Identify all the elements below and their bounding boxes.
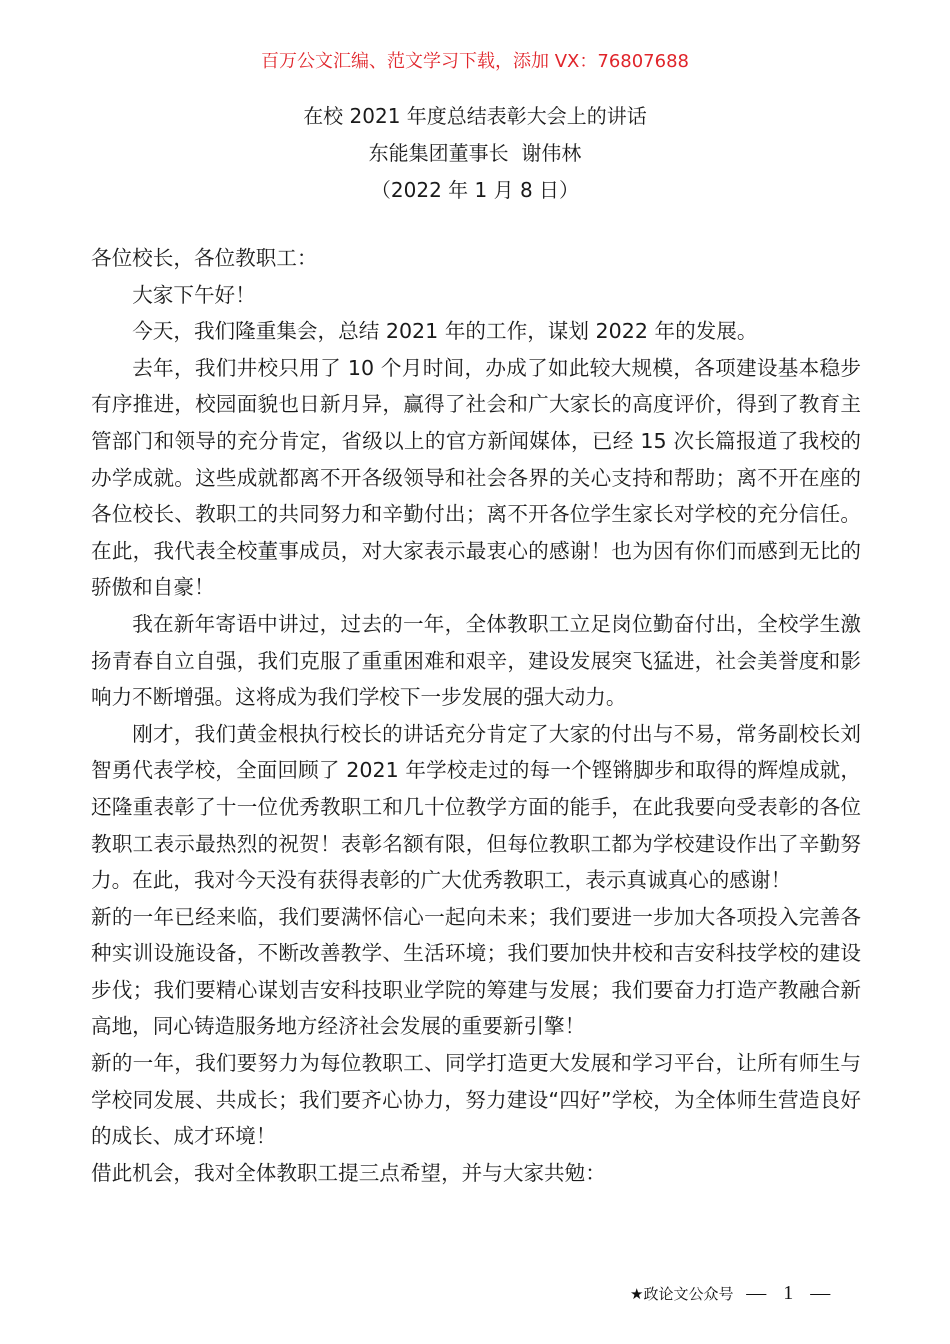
paragraph: 新的一年已经来临，我们要满怀信心一起向未来；我们要进一步加大各项投入完善各种实训设施设备，不断改善教学、生活环境；我们要加快井校和吉安科技学校的建设步伐；我们要精心谋划吉安科技职业学院的筹建与发展；我们要奋力打造产教融合新高地，同心铸造服务地方经济社会发展的重要新引擎！	[91, 904, 861, 1039]
paragraph: 借此机会，我对全体教职工提三点希望，并与大家共勉：	[91, 1160, 606, 1185]
document-header	[0, 98, 950, 209]
footer-source: ★政论文公众号	[630, 1285, 734, 1303]
page-footer	[630, 1282, 836, 1305]
speech-date: （2022 年 1 月 8 日）	[370, 178, 580, 202]
document-title: 在校 2021 年度总结表彰大会上的讲话	[303, 104, 647, 128]
paragraph: 新的一年，我们要努力为每位教职工、同学打造更大发展和学习平台，让所有师生与学校同发展、共成长；我们要齐心协力，努力建设“四好”学校，为全体师生营造良好的成长、成才环境！	[91, 1051, 861, 1149]
paragraph: 我在新年寄语中讲过，过去的一年，全体教职工立足岗位勤奋付出，全校学生激扬青春自立自强，我们克服了重重困难和艰辛，建设发展突飞猛进，社会美誉度和影响力不断增强。这将成为我们学校下一步发展的强大动力。	[91, 611, 861, 710]
page-number: — 1 —	[746, 1282, 837, 1304]
document-body	[91, 240, 861, 1191]
speaker-line: 东能集团董事长 谢伟林	[368, 141, 582, 165]
greeting: 大家下午好！	[132, 282, 256, 307]
paragraph: 去年，我们井校只用了 10 个月时间，办成了如此较大规模，各项建设基本稳步有序推进，校园面貌也日新月异，赢得了社会和广大家长的高度评价，得到了教育主管部门和领导的充分肯定，省级以上的官方新闻媒体，已经 15 次长篇报道了我校的办学成就。这些成就都离不开各级领导和社会各界的关心支持和帮助；离不开在座的各位校长、教职工的共同努力和辛勤付出；离不开各位学生家长对学校的充分信任。在此，我代表全校董事成员，对大家表示最衷心的感谢！也为因有你们而感到无比的骄傲和自豪！	[91, 355, 861, 600]
salutation: 各位校长，各位教职工：	[91, 246, 318, 270]
watermark-banner: 百万公文汇编、范文学习下载，添加 VX：76807688	[261, 51, 689, 72]
paragraph: 刚才，我们黄金根执行校长的讲话充分肯定了大家的付出与不易，常务副校长刘智勇代表学校，全面回顾了 2021 年学校走过的每一个铿锵脚步和取得的辉煌成就，还隆重表彰了十一位优秀教职工和几十位教学方面的能手，在此我要向受表彰的各位教职工表示最热烈的祝贺！表彰名额有限，但每位教职工都为学校建设作出了辛勤努力。在此，我对今天没有获得表彰的广大优秀教职工，表示真诚真心的感谢！	[91, 721, 861, 893]
paragraph: 今天，我们隆重集会，总结 2021 年的工作，谋划 2022 年的发展。	[132, 319, 758, 344]
